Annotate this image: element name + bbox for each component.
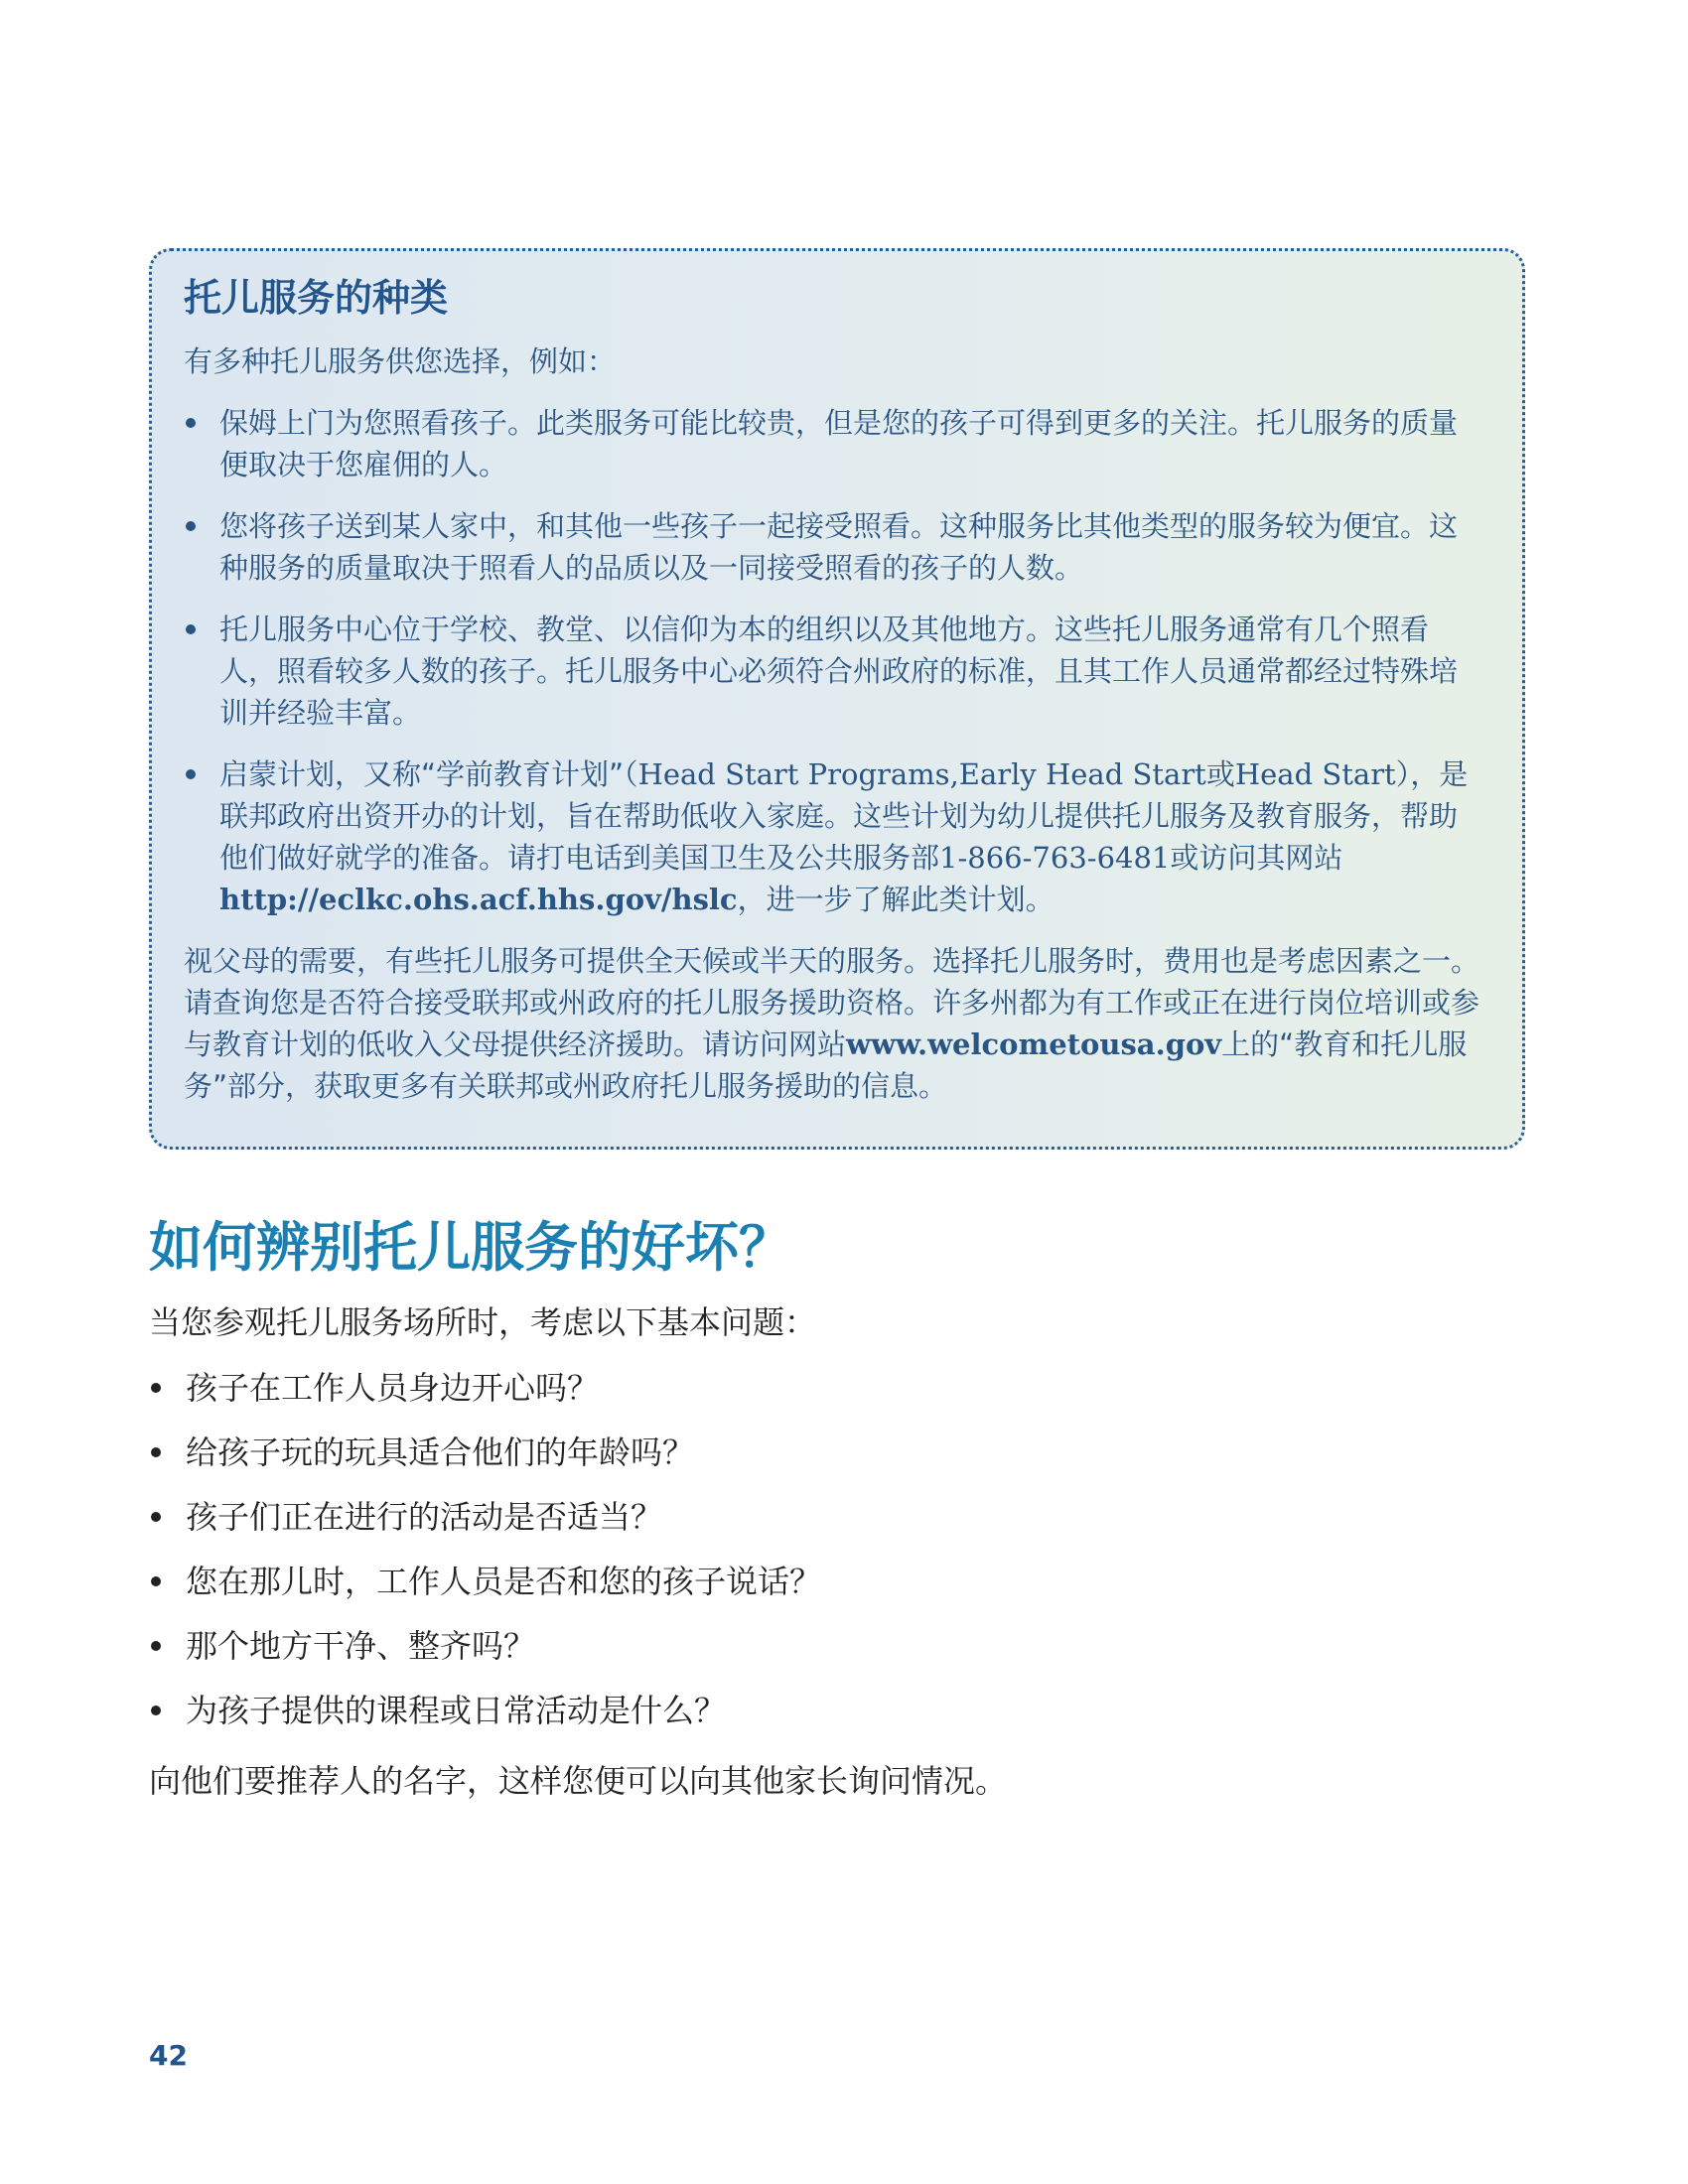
bullet-icon <box>151 1383 161 1393</box>
question-item <box>149 1689 821 1732</box>
section-intro: 当您参观托儿服务场所时，考虑以下基本问题： <box>149 1303 817 1341</box>
question-item <box>149 1560 821 1603</box>
phone-number: 1-866-763-6481 <box>939 841 1171 875</box>
bullet-icon <box>151 1512 161 1522</box>
program-names: Head Start Programs,Early Head Start <box>637 757 1206 791</box>
bullet-icon <box>186 418 196 428</box>
list-item <box>184 609 1482 734</box>
question-item <box>149 1624 821 1668</box>
bullet-icon <box>151 1576 161 1586</box>
box-footer <box>184 940 1482 1107</box>
welcome-link[interactable]: www.welcometousa.gov <box>846 1027 1222 1061</box>
program-name: Head Start <box>1234 757 1396 791</box>
question-text: 孩子在工作人员身边开心吗？ <box>186 1369 600 1407</box>
box-title: 托儿服务的种类 <box>184 276 449 320</box>
box-intro: 有多种托儿服务供您选择，例如： <box>184 344 617 378</box>
section-heading: 如何辨别托儿服务的好坏？ <box>149 1216 792 1279</box>
list-item <box>184 505 1482 589</box>
question-item <box>149 1495 821 1539</box>
page-number: 42 <box>149 2039 188 2072</box>
head-start-link[interactable]: http://eclkc.ohs.acf.hhs.gov/hslc <box>219 883 738 916</box>
bullet-icon <box>186 521 196 531</box>
bullet-icon <box>151 1641 161 1651</box>
question-text: 您在那儿时，工作人员是否和您的孩子说话？ <box>186 1563 822 1600</box>
question-text: 孩子们正在进行的活动是否适当？ <box>186 1498 663 1536</box>
text-segment: 视父母的需要，有些托儿服务可提供全天候或半天的服务。选择托儿服务时，费用也是考虑因素之一。请查询您是否符合接受联邦或州政府的托儿服务援助资格。许多州都为有工作或正在进行岗位培训或参与教育计划的低收入父母提供经济援助。请访问网站 <box>184 944 1480 1061</box>
question-item <box>149 1431 821 1474</box>
questions-list <box>149 1366 821 1753</box>
text-segment: ），是联邦政府出资开办的计划，旨在帮助低收入家庭。这些计划为幼儿提供托儿服务及教育服务，帮助他们做好就学的准备。请打电话到美国卫生及公共服务部 <box>219 757 1469 875</box>
question-item <box>149 1366 821 1410</box>
text-segment: 上的“教育和托儿服务”部分，获取更多有关联邦或州政府托儿服务援助的信息。 <box>184 1027 1468 1103</box>
text-segment: 或访问其网站 <box>1170 841 1343 875</box>
child-care-types-box <box>149 248 1525 1150</box>
closing-text: 向他们要推荐人的名字，这样您便可以向其他家长询问情况。 <box>149 1762 1008 1800</box>
list-item-text: 托儿服务中心位于学校、教堂、以信仰为本的组织以及其他地方。这些托儿服务通常有几个照看人，照看较多人数的孩子。托儿服务中心必须符合州政府的标准，且其工作人员通常都经过特殊培训并经验丰富。 <box>219 613 1459 730</box>
question-text: 给孩子玩的玩具适合他们的年龄吗？ <box>186 1433 695 1471</box>
bullet-icon <box>151 1447 161 1457</box>
bullet-icon <box>186 769 196 779</box>
question-text: 那个地方干净、整齐吗？ <box>186 1627 536 1665</box>
care-types-list <box>184 402 1482 920</box>
list-item-text: 您将孩子送到某人家中，和其他一些孩子一起接受照看。这种服务比其他类型的服务较为便宜。这种服务的质量取决于照看人的品质以及一同接受照看的孩子的人数。 <box>219 509 1459 585</box>
text-segment: 或 <box>1205 757 1235 791</box>
text-segment: ，进一步了解此类计划。 <box>737 883 1055 916</box>
bullet-icon <box>151 1706 161 1715</box>
question-text: 为孩子提供的课程或日常活动是什么？ <box>186 1692 727 1729</box>
text-segment: 启蒙计划，又称“学前教育计划”（ <box>219 757 638 791</box>
list-item-head-start <box>184 753 1482 920</box>
list-item <box>184 402 1482 485</box>
bullet-icon <box>186 624 196 634</box>
list-item-text: 保姆上门为您照看孩子。此类服务可能比较贵，但是您的孩子可得到更多的关注。托儿服务的质量便取决于您雇佣的人。 <box>219 406 1459 481</box>
